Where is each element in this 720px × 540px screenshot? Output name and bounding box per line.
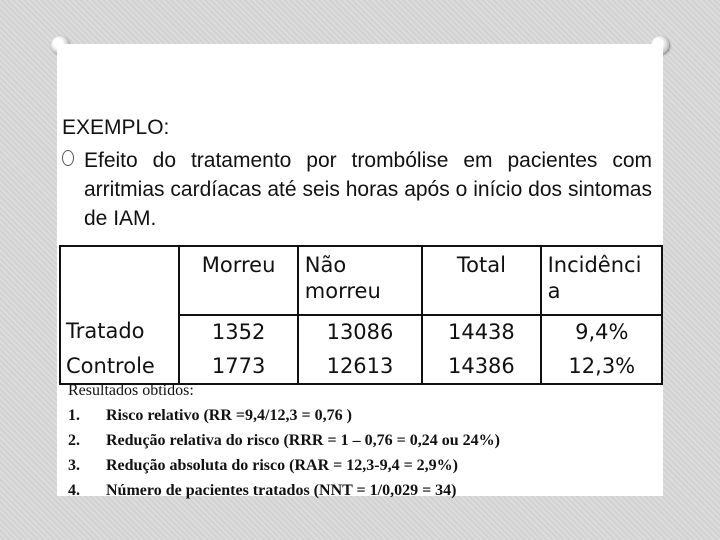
table-cell: 14438 [422,315,540,350]
table-cell: 1352 [179,315,297,350]
list-text: Risco relativo (RR =9,4/12,3 = 0,76 ) [106,407,352,424]
results-block [68,378,648,503]
table-cell: 12613 [298,350,422,384]
list-text: Redução relativa do risco (RRR = 1 – 0,76 = 0,24 ou 24%) [106,432,500,449]
table-header-cell: Morreu [179,246,297,315]
list-item [68,453,648,478]
table-row [60,315,662,350]
results-list [68,403,648,503]
results-table [60,246,662,384]
table-header-row [60,246,662,315]
list-item [68,428,648,453]
list-number: 1. [68,407,80,424]
table-cell: 1773 [179,350,297,384]
list-number: 4. [68,482,80,499]
bullet-text: Efeito do tratamento por trombólise em pacientes com arritmias cardíacas até seis horas após o início dos sintomas de IAM. [84,149,652,230]
bullet-circle-icon [62,150,74,166]
table-header-cell [60,246,179,315]
list-text: Redução absoluta do risco (RAR = 12,3-9,4 = 2,9%) [106,457,459,474]
slide-heading: EXEMPLO: [62,116,170,139]
table-cell: Tratado [60,315,179,350]
results-title: Resultados obtidos: [68,382,194,399]
list-number: 3. [68,457,80,474]
table-header-cell: Não morreu [298,246,422,315]
list-item [68,403,648,428]
table-cell: 9,4% [575,320,629,344]
table-cell: Controle [60,350,179,384]
table-cell: 13086 [298,315,422,350]
table-cell: 14386 [422,350,540,384]
table-cell: 12,3% [568,354,636,378]
table-header-cell: Incidênci a [541,246,662,315]
list-item [68,478,648,503]
list-text: Número de pacientes tratados (NNT = 1/0,029 = 34) [106,482,457,499]
list-number: 2. [68,432,80,449]
table-header-cell: Total [422,246,540,315]
